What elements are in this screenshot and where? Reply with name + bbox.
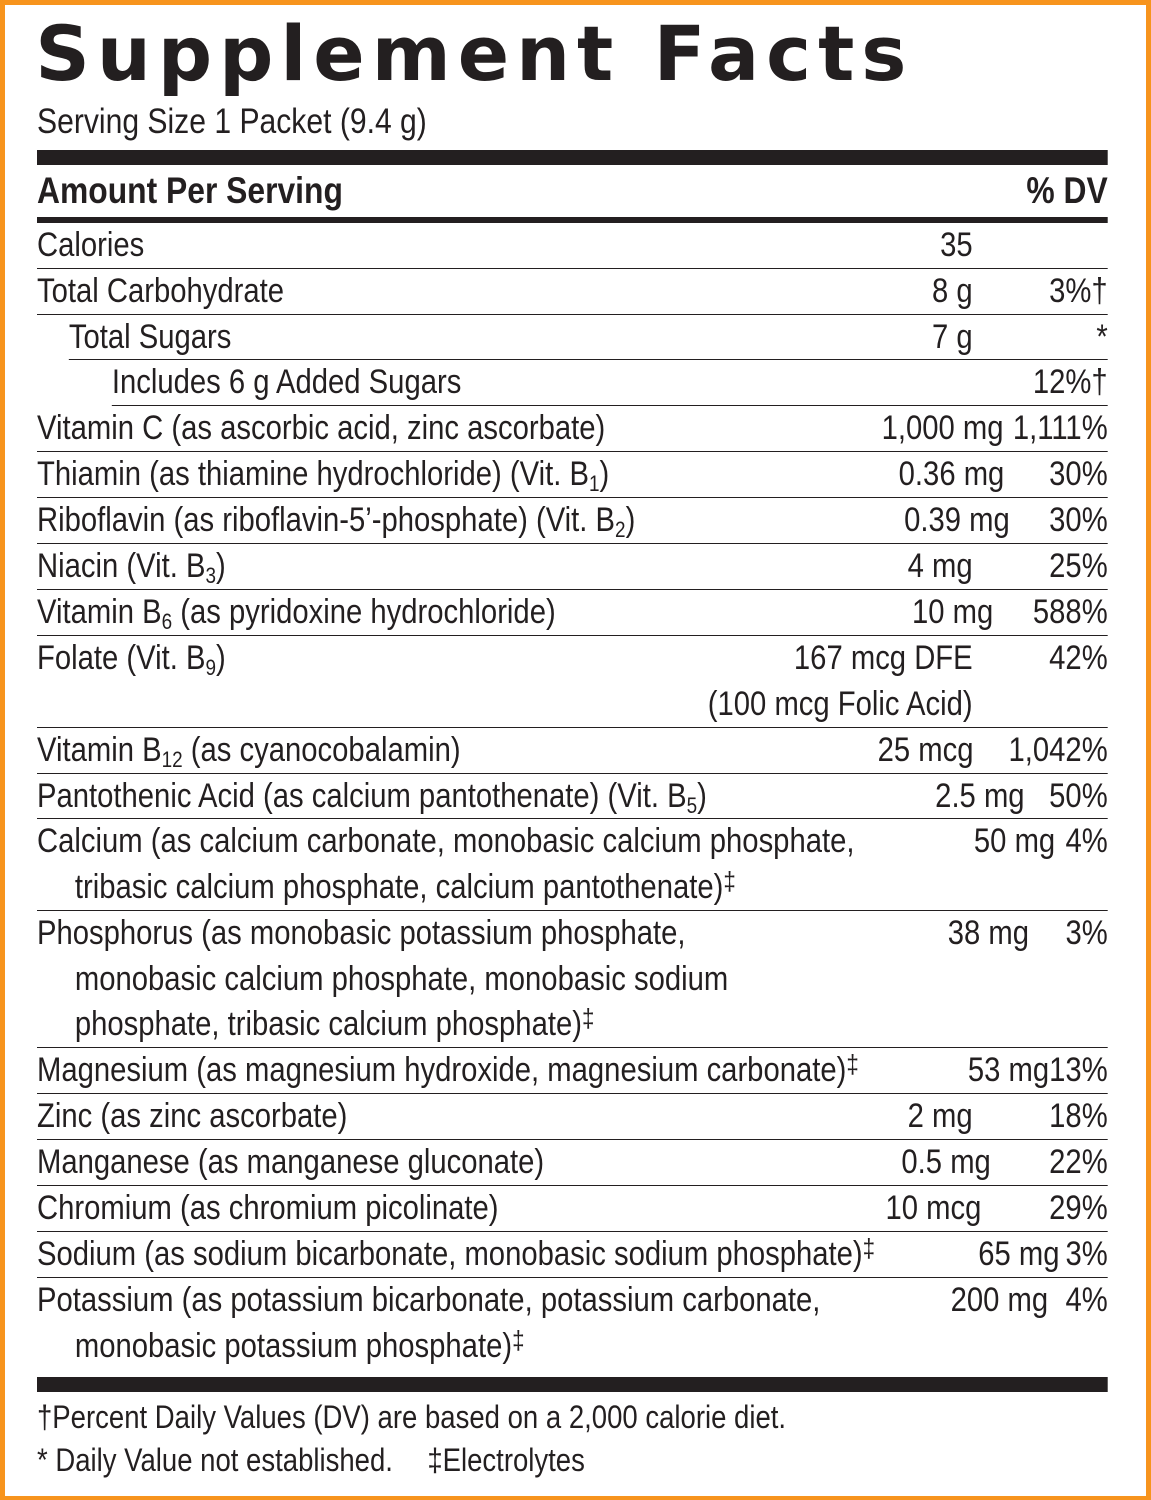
nutrient-dv: 42% <box>1049 639 1108 677</box>
nutrient-row-magnesium <box>37 1048 1108 1094</box>
nutrient-dv: 12%† <box>1032 363 1108 401</box>
nutrient-amount: 4 mg <box>907 547 973 585</box>
nutrient-amount: 0.36 mg <box>898 455 1005 493</box>
nutrient-row-pantothenic-acid <box>37 774 1108 819</box>
dv-label: % DV <box>1026 170 1108 211</box>
nutrient-row-phosphorus <box>37 911 1108 1048</box>
nutrient-dv: 3% <box>1065 1235 1108 1273</box>
nutrient-amount: 1,000 mg <box>881 409 1004 447</box>
nutrient-row-thiamin <box>37 452 1108 498</box>
nutrient-dv: 30% <box>1049 455 1108 493</box>
nutrient-name: Calories <box>37 226 145 264</box>
nutrient-row-chromium <box>37 1186 1108 1232</box>
nutrient-name: Sodium (as sodium bicarbonate, monobasic sodium phosphate)‡ <box>37 1233 876 1273</box>
nutrient-row-vitamin-b6 <box>37 590 1108 636</box>
nutrient-name: Zinc (as zinc ascorbate) <box>37 1097 348 1135</box>
nutrient-amount: 8 g <box>932 272 973 310</box>
nutrient-amount: 200 mg <box>950 1281 1049 1319</box>
nutrient-row-calories <box>37 223 1108 269</box>
nutrient-name: Calcium (as calcium carbonate, monobasic calcium phosphate, tribasic calcium phosphate, calcium pantothenate)‡ <box>37 822 855 906</box>
nutrient-name: Thiamin (as thiamine hydrochloride) (Vit. $B_1$) <box>37 455 610 496</box>
nutrient-row-vitamin-c <box>37 406 1108 452</box>
nutrient-name: Magnesium (as magnesium hydroxide, magnesium carbonate)‡ <box>37 1049 859 1089</box>
nutrient-amount: 38 mg <box>947 914 1029 952</box>
electrolytes-footnote: ‡Electrolytes <box>427 1442 585 1478</box>
nutrient-name: Includes 6 g Added Sugars <box>111 363 462 401</box>
nutrient-amount: 50 mg <box>973 822 1056 860</box>
nutrient-dv: 25% <box>1049 547 1108 585</box>
nutrient-amount: 10 mcg <box>885 1189 982 1227</box>
footnotes <box>37 1396 1108 1482</box>
nutrient-amount: 167 mcg DFE (100 mcg Folic Acid) <box>457 636 973 727</box>
electrolyte-mark: ‡ <box>723 865 736 896</box>
folic-acid-note: (100 mcg Folic Acid) <box>707 684 973 723</box>
nutrient-name: Chromium (as chromium picolinate) <box>37 1189 499 1227</box>
nutrient-row-folate <box>37 636 1108 728</box>
not-established-footnote: * Daily Value not established. <box>37 1442 393 1478</box>
nutrient-amount: 0.5 mg <box>901 1143 991 1181</box>
nutrient-row-manganese <box>37 1140 1108 1186</box>
nutrient-dv: 4% <box>1065 1281 1108 1319</box>
nutrient-dv: 22% <box>1049 1143 1108 1181</box>
nutrient-row-potassium <box>37 1278 1108 1377</box>
nutrient-row-niacin <box>37 544 1108 590</box>
nutrient-dv: 4% <box>1065 822 1108 860</box>
column-header <box>37 165 1108 217</box>
nutrient-amount: 35 <box>940 226 973 264</box>
nutrient-name: Niacin (Vit. $B_3$) <box>37 547 226 588</box>
nutrient-row-total-sugars <box>69 315 1108 360</box>
electrolyte-mark: ‡ <box>581 1003 595 1034</box>
nutrient-row-zinc <box>37 1094 1108 1140</box>
bottom-thick-divider <box>37 1377 1108 1392</box>
nutrient-dv: 29% <box>1049 1189 1108 1227</box>
nutrient-name: Phosphorus (as monobasic potassium phosphate, monobasic calcium phosphate, monobasic sodium phosphate, tribasic calcium phosphate)‡ <box>37 914 729 1044</box>
nutrient-row-sodium <box>37 1232 1108 1278</box>
nutrient-dv: 3% <box>1065 914 1108 952</box>
nutrient-amount: 0.39 mg <box>904 501 1010 539</box>
nutrient-name: Vitamin $B_{12}$ (as cyanocobalamin) <box>37 731 461 772</box>
nutrient-row-vitamin-b12 <box>37 728 1108 774</box>
nutrient-name: Potassium (as potassium bicarbonate, potassium carbonate, monobasic potassium phosphate)‡ <box>37 1281 821 1365</box>
nutrient-name: Total Sugars <box>68 318 232 356</box>
nutrient-name: Vitamin C (as ascorbic acid, zinc ascorbate) <box>37 409 606 447</box>
nutrient-amount: 53 mg <box>967 1051 1050 1089</box>
electrolyte-mark: ‡ <box>512 1324 525 1355</box>
nutrient-amount: 2.5 mg <box>935 777 1025 815</box>
dv-footnote: †Percent Daily Values (DV) are based on a 2,000 calorie diet. <box>37 1399 787 1435</box>
serving-size: Serving Size 1 Packet (9.4 g) <box>37 102 427 141</box>
nutrient-name: Riboflavin (as riboflavin-5’-phosphate) (Vit. $B_2$) <box>37 501 636 542</box>
nutrient-amount: 10 mg <box>911 593 994 631</box>
nutrient-dv: 30% <box>1049 501 1108 539</box>
nutrient-dv: 3%† <box>1049 272 1108 310</box>
thick-divider <box>37 150 1108 165</box>
nutrient-name: Manganese (as manganese gluconate) <box>37 1143 545 1181</box>
nutrient-row-calcium <box>37 819 1108 911</box>
nutrient-row-total-carbohydrate <box>37 269 1108 315</box>
nutrient-row-riboflavin <box>37 498 1108 544</box>
nutrient-dv: 13% <box>1049 1051 1108 1089</box>
nutrient-amount: 65 mg <box>978 1235 1060 1273</box>
nutrient-name: Folate (Vit. $B_9$) <box>37 639 226 680</box>
nutrient-amount: 25 mcg <box>877 731 974 769</box>
amount-per-serving-label: Amount Per Serving <box>37 170 343 211</box>
panel-title: Supplement Facts <box>35 9 914 98</box>
nutrient-dv: 18% <box>1049 1097 1108 1135</box>
nutrient-name: Vitamin $B_6$ (as pyridoxine hydrochloride) <box>37 593 556 634</box>
nutrient-name: Total Carbohydrate <box>37 272 285 310</box>
nutrient-amount: 7 g <box>932 318 973 356</box>
nutrient-dv: * <box>1096 318 1108 356</box>
nutrient-amount: 2 mg <box>907 1097 973 1135</box>
nutrient-dv: 50% <box>1049 777 1108 815</box>
electrolyte-mark: ‡ <box>846 1049 859 1079</box>
nutrient-name: Pantothenic Acid (as calcium pantothenate) (Vit. $B_5$) <box>37 777 707 818</box>
nutrient-dv: 1,042% <box>1008 731 1108 769</box>
electrolyte-mark: ‡ <box>862 1233 876 1263</box>
nutrient-dv: 1,111% <box>1012 409 1108 447</box>
nutrient-dv: 588% <box>1032 593 1108 631</box>
nutrient-row-added-sugars <box>112 360 1108 406</box>
